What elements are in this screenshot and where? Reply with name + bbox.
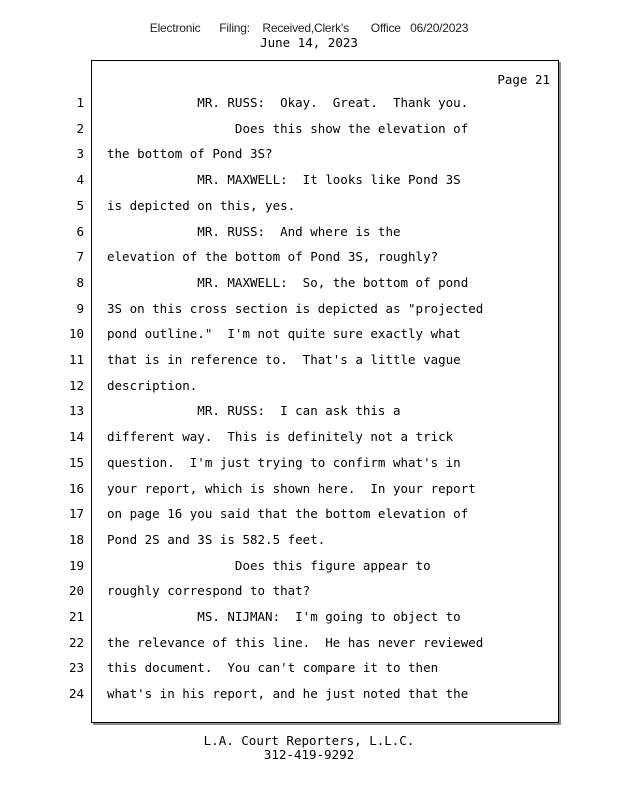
line-number: 23 xyxy=(68,660,84,675)
line-number: 16 xyxy=(68,481,84,496)
line-number: 18 xyxy=(68,532,84,547)
line-text: the bottom of Pond 3S? xyxy=(107,146,273,161)
line-text: pond outline." I'm not quite sure exactly what xyxy=(107,326,461,341)
line-text: MS. NIJMAN: I'm going to object to xyxy=(107,609,461,624)
reporter-phone: 312-419-9292 xyxy=(263,747,355,762)
line-number: 14 xyxy=(68,429,84,444)
filing-stamp: Electronic Filing: Received,Clerk's Office 06/20/2023 xyxy=(149,21,469,35)
line-text: that is in reference to. That's a little vague xyxy=(107,352,461,367)
line-text: different way. This is definitely not a trick xyxy=(107,429,454,444)
line-number: 1 xyxy=(76,95,84,110)
line-number: 13 xyxy=(68,403,84,418)
page-number: Page 21 xyxy=(497,72,550,87)
line-text: is depicted on this, yes. xyxy=(107,198,296,213)
line-number: 15 xyxy=(68,455,84,470)
line-number: 3 xyxy=(76,146,84,161)
line-text: on page 16 you said that the bottom elevation of xyxy=(107,506,469,521)
line-text: this document. You can't compare it to then xyxy=(107,660,439,675)
line-number: 12 xyxy=(68,378,84,393)
line-number: 11 xyxy=(68,352,84,367)
line-text: MR. RUSS: Okay. Great. Thank you. xyxy=(107,95,469,110)
line-number: 21 xyxy=(68,609,84,624)
deposition-date: June 14, 2023 xyxy=(260,35,358,50)
line-text: roughly correspond to that? xyxy=(107,583,311,598)
line-text: MR. MAXWELL: It looks like Pond 3S xyxy=(107,172,461,187)
line-text: Does this figure appear to xyxy=(107,558,431,573)
line-number: 9 xyxy=(76,301,84,316)
line-number: 7 xyxy=(76,249,84,264)
line-number: 4 xyxy=(76,172,84,187)
line-number: 2 xyxy=(76,121,84,136)
line-number: 5 xyxy=(76,198,84,213)
line-text: MR. RUSS: I can ask this a xyxy=(107,403,401,418)
line-number: 17 xyxy=(68,506,84,521)
line-text: your report, which is shown here. In your report xyxy=(107,481,476,496)
line-number: 8 xyxy=(76,275,84,290)
line-number: 19 xyxy=(68,558,84,573)
line-text: elevation of the bottom of Pond 3S, roughly? xyxy=(107,249,439,264)
line-text: MR. RUSS: And where is the xyxy=(107,224,401,239)
line-number: 22 xyxy=(68,635,84,650)
reporter-company: L.A. Court Reporters, L.L.C. xyxy=(203,733,415,748)
line-number: 6 xyxy=(76,224,84,239)
line-text: 3S on this cross section is depicted as "projected xyxy=(107,301,484,316)
line-number: 24 xyxy=(68,686,84,701)
line-number: 10 xyxy=(68,326,84,341)
line-number: 20 xyxy=(68,583,84,598)
line-text: the relevance of this line. He has never reviewed xyxy=(107,635,484,650)
line-text: what's in his report, and he just noted that the xyxy=(107,686,469,701)
line-text: Does this show the elevation of xyxy=(107,121,469,136)
line-text: question. I'm just trying to confirm what's in xyxy=(107,455,461,470)
line-text: description. xyxy=(107,378,198,393)
line-text: MR. MAXWELL: So, the bottom of pond xyxy=(107,275,469,290)
line-text: Pond 2S and 3S is 582.5 feet. xyxy=(107,532,326,547)
